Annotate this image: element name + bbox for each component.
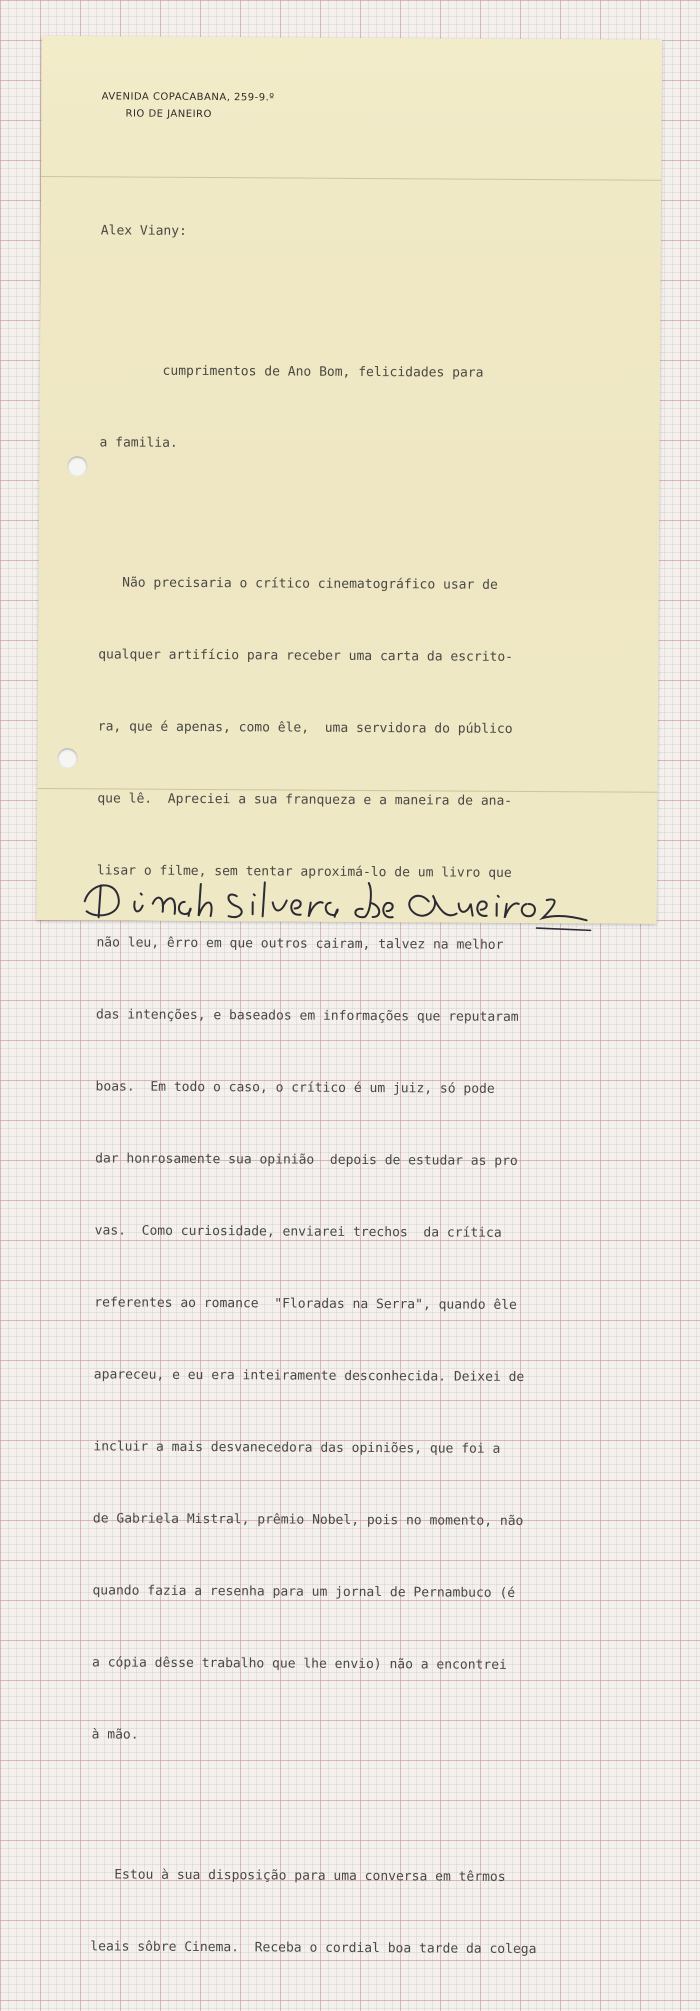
punch-hole [67, 456, 87, 476]
body-line: das intenções, e baseados em informações que reputaram [95, 1007, 519, 1025]
body-line: vas. Como curiosidade, enviarei trechos da crítica [94, 1223, 502, 1241]
body-line: ra, que é apenas, como êle, uma servidora do público [97, 719, 513, 737]
letterhead [101, 88, 274, 123]
spacer [91, 1795, 611, 1818]
spacer [99, 503, 619, 526]
body-line: incluir a mais desvanecedora das opiniões, que foi a [93, 1439, 501, 1457]
handwritten-signature [77, 871, 597, 934]
letter-sheet [37, 36, 662, 1958]
letterhead-city: RIO DE JANEIRO [125, 108, 212, 121]
body-line: não leu, êrro em que outros cairam, talvez na melhor [96, 935, 504, 953]
body-line: a familia. [99, 435, 178, 451]
salutation: Alex Viany: [100, 223, 187, 239]
body-line: boas. Em todo o caso, o crítico é um juiz, só pode [95, 1079, 495, 1097]
letterhead-address: AVENIDA COPACABANA, 259-9.º [101, 91, 275, 104]
body-line: à mão. [91, 1727, 139, 1743]
body-line: qualquer artifício para receber uma carta da escrito- [98, 647, 514, 665]
body-line: Estou à sua disposição para uma conversa em têrmos [90, 1867, 506, 1885]
body-line: referentes ao romance "Floradas na Serra", quando êle [94, 1295, 517, 1313]
letter-body [90, 171, 621, 2010]
body-line: lisar o filme, sem tentar aproximá-lo de um livro que [96, 863, 512, 881]
body-line: quando fazia a resenha para um jornal de Pernambuco (é [92, 1583, 516, 1601]
body-line: a cópia dêsse trabalho que lhe envio) não a encontrei [92, 1655, 507, 1673]
punch-hole [58, 748, 78, 768]
body-line: apareceu, e eu era inteiramente desconhecida. Deixei de [93, 1367, 525, 1385]
body-line: leais sôbre Cinema. Receba o cordial boa tarde da colega [90, 1939, 537, 1958]
body-line: de Gabriela Mistral, prêmio Nobel, pois no momento, não [92, 1511, 524, 1529]
body-line: Não precisaria o crítico cinematográfico usar de [98, 575, 498, 593]
spacer [100, 291, 620, 314]
body-line: cumprimentos de Ano Bom, felicidades para [99, 363, 484, 381]
body-line: que lê. Apreciei a sua franqueza e a maneira de ana- [97, 791, 513, 809]
body-line: dar honrosamente sua opinião depois de estudar as pro [95, 1151, 518, 1169]
